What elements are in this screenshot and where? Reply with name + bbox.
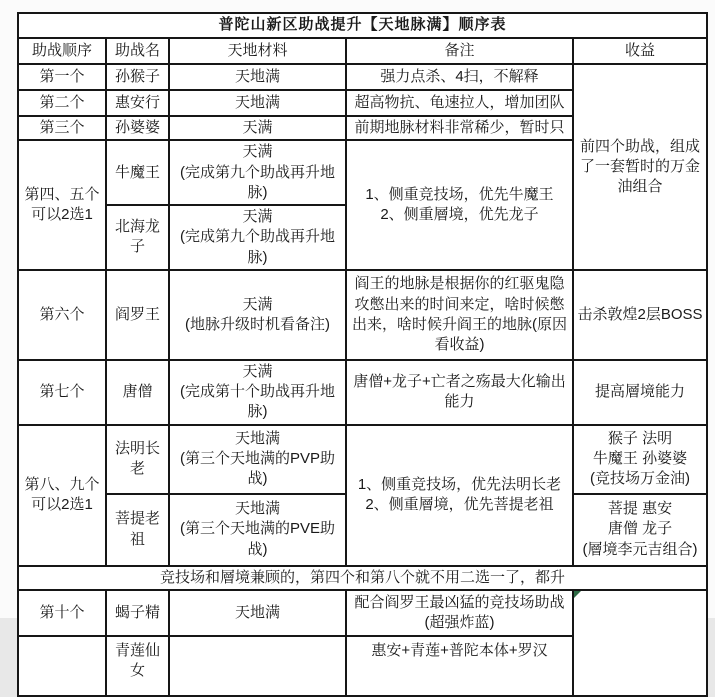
material-main: 天地满 <box>234 429 280 447</box>
note-line-2: (超强炸蓝) <box>424 613 495 631</box>
material-main: 天地满 <box>234 500 280 518</box>
full-width-note: 竞技场和層境兼顾的，第四个和第八个就不用二选一了，都升 <box>18 566 707 590</box>
material-sub: (第三个天地满的PVP助战) <box>179 449 335 488</box>
material-sub: (第三个天地满的PVE助战) <box>179 520 335 558</box>
material-cell-5 <box>169 205 346 270</box>
col-header-name: 助战名 <box>106 38 169 64</box>
material-sub: (完成第九个助战再升地脉) <box>180 228 335 266</box>
benefit-line-2: 唐僧 龙子 <box>607 520 673 538</box>
cell-corner-flag-icon <box>574 591 581 598</box>
material-cell-9 <box>169 494 346 566</box>
helper-upgrade-table <box>17 12 708 697</box>
helper-name-cell-2: 惠安行 <box>106 90 169 116</box>
table-title-row <box>18 13 707 38</box>
note-cell-3: 前期地脉材料非常稀少，暂时只 <box>346 116 573 140</box>
benefit-line-2: 牛魔王 孙婆婆 <box>592 449 688 467</box>
note-merged-cell-rows4-5 <box>346 140 573 270</box>
row-helper-1 <box>18 64 707 90</box>
material-sub: (地脉升级时机看备注) <box>185 315 330 333</box>
note-line-1: 配合阎罗王最凶猛的竞技场助战 <box>354 593 565 611</box>
note-merged-cell-rows8-9 <box>346 425 573 566</box>
note-option-1: 1、侧重竞技场，优先法明长老 <box>357 475 562 493</box>
helper-name-cell-6: 阎罗王 <box>106 270 169 360</box>
order-cell-7: 第七个 <box>18 360 106 425</box>
note-option-1: 1、侧重竞技场，优先牛魔王 <box>365 185 554 203</box>
benefit-merged-cell-rows1-5: 前四个助战，组成了一套暂时的万金油组合 <box>573 64 707 270</box>
note-cell-2: 超高物抗、龟速拉人，增加团队 <box>346 90 573 116</box>
full-width-note-row <box>18 566 707 590</box>
note-cell-1: 强力点杀、4扫，不解释 <box>346 64 573 90</box>
material-cell-8 <box>169 425 346 494</box>
material-cell-2: 天地满 <box>169 90 346 116</box>
order-cell-2: 第二个 <box>18 90 106 116</box>
material-sub: (完成第十个助战再升地脉) <box>180 383 335 421</box>
col-header-order: 助战顺序 <box>18 38 106 64</box>
order-merged-cell-rows8-9 <box>18 425 106 566</box>
material-cell-3: 天满 <box>169 116 346 140</box>
order-cell-11 <box>18 636 106 696</box>
benefit-line-1: 猴子 法明 <box>607 429 673 447</box>
row-helper-10 <box>18 590 707 636</box>
benefit-line-3: (竞技场万金油) <box>590 470 690 488</box>
order-cell-3: 第三个 <box>18 116 106 140</box>
col-header-material: 天地材料 <box>169 38 346 64</box>
helper-name-cell-8: 法明长老 <box>106 425 169 494</box>
note-cell-10 <box>346 590 573 636</box>
benefit-cell-9 <box>573 494 707 566</box>
material-cell-1: 天地满 <box>169 64 346 90</box>
note-cell-7: 唐僧+龙子+亡者之殇最大化输出能力 <box>346 360 573 425</box>
row-helper-6 <box>18 270 707 360</box>
helper-name-cell-4: 牛魔王 <box>106 140 169 205</box>
material-sub: (完成第九个助战再升地脉) <box>180 163 335 201</box>
order-cell-6: 第六个 <box>18 270 106 360</box>
row-helper-7 <box>18 360 707 425</box>
col-header-benefit: 收益 <box>573 38 707 64</box>
benefit-merged-cell-rows10-11 <box>573 590 707 696</box>
order-line-1: 第八、九个 <box>24 475 100 493</box>
helper-name-cell-9: 菩提老祖 <box>106 494 169 566</box>
order-cell-10: 第十个 <box>18 590 106 636</box>
material-cell-4 <box>169 140 346 205</box>
helper-name-cell-7: 唐僧 <box>106 360 169 425</box>
col-header-note: 备注 <box>346 38 573 64</box>
helper-name-cell-5: 北海龙子 <box>106 205 169 270</box>
order-line-1: 第四、五个 <box>24 185 100 203</box>
helper-name-cell-10: 蝎子精 <box>106 590 169 636</box>
benefit-line-3: (層境李元吉组合) <box>582 540 698 558</box>
note-option-2: 2、侧重層境，优先菩提老祖 <box>365 496 554 513</box>
order-cell-1: 第一个 <box>18 64 106 90</box>
material-main: 天满 <box>242 208 273 225</box>
note-cell-11: 惠安+青莲+普陀本体+罗汉 <box>346 636 573 696</box>
material-cell-7 <box>169 360 346 425</box>
material-cell-11 <box>169 636 346 696</box>
order-merged-cell-rows4-5 <box>18 140 106 270</box>
helper-name-cell-1: 孙猴子 <box>106 64 169 90</box>
material-main: 天满 <box>242 362 273 380</box>
helper-name-cell-3: 孙婆婆 <box>106 116 169 140</box>
material-main: 天满 <box>242 295 273 313</box>
order-line-2: 可以2选1 <box>31 206 93 223</box>
material-main: 天满 <box>242 143 273 161</box>
material-cell-10: 天地满 <box>169 590 346 636</box>
table-title: 普陀山新区助战提升【天地脉满】顺序表 <box>18 13 707 38</box>
benefit-cell-6: 击杀敦煌2层BOSS <box>573 270 707 360</box>
order-line-2: 可以2选1 <box>31 496 93 513</box>
note-option-2: 2、侧重層境，优先龙子 <box>380 206 539 223</box>
benefit-cell-7: 提高層境能力 <box>573 360 707 425</box>
helper-name-cell-11: 青莲仙女 <box>106 636 169 696</box>
row-helper-8 <box>18 425 707 494</box>
material-cell-6 <box>169 270 346 360</box>
note-cell-6: 阎王的地脉是根据你的红驱鬼隐攻憋出来的时间来定，啥时候憋出来，啥时候升阎王的地脉(原因看收益) <box>346 270 573 360</box>
header-row <box>18 38 707 64</box>
benefit-cell-8 <box>573 425 707 494</box>
benefit-line-1: 菩提 惠安 <box>607 500 673 518</box>
